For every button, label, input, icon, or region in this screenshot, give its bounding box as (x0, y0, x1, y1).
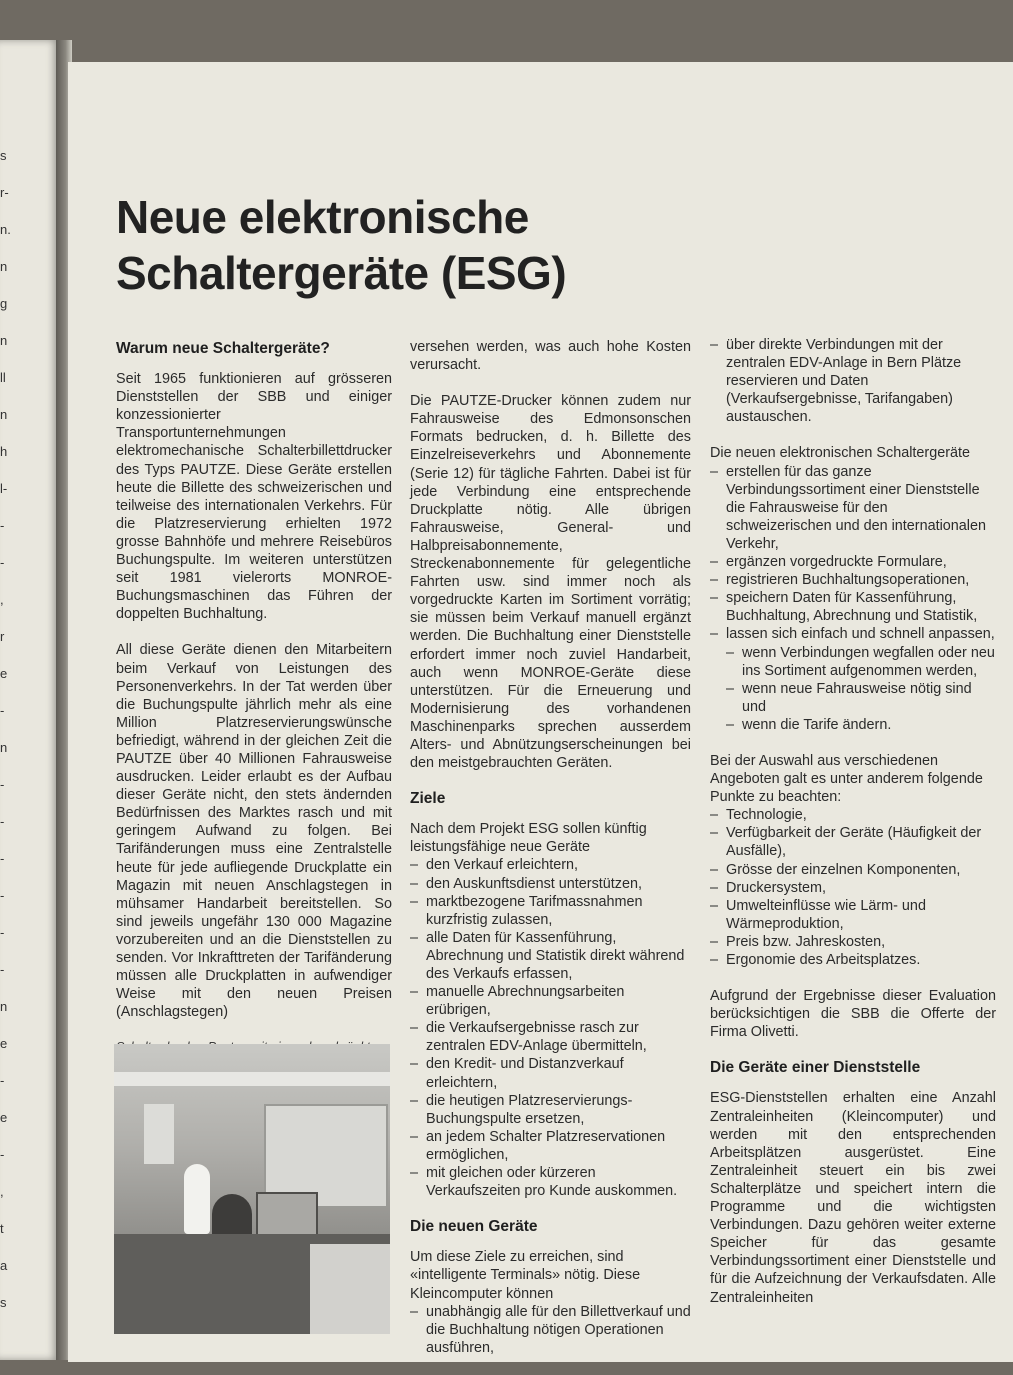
left-page-text-fragment: - (0, 1147, 5, 1162)
column-1 (116, 340, 392, 1071)
column-3 (710, 336, 996, 1325)
left-page-text-fragment: , (0, 592, 4, 607)
geraete-intro: Um diese Ziele zu erreichen, sind «intelligente Terminals» nötig. Diese Kleincomputer können (410, 1249, 641, 1302)
left-page-text-fragment: r- (0, 185, 9, 200)
left-page-text-fragment: ll (0, 370, 6, 385)
list-item: – Druckersystem, (710, 879, 996, 897)
left-page-text-fragment: n (0, 407, 8, 422)
list-item: – marktbezogene Tarifmassnahmen kurzfristig zulassen, (410, 893, 691, 929)
geraete-list (410, 1303, 691, 1357)
list-item: – registrieren Buchhaltungsoperationen, (710, 571, 996, 589)
list-item: – wenn Verbindungen wegfallen oder neu ins Sortiment aufgenommen werden, (726, 644, 996, 680)
list-item: – Grösse der einzelnen Komponenten, (710, 861, 996, 879)
left-page-text-fragment: s (0, 1295, 7, 1310)
column-2 (410, 338, 691, 1375)
left-page-text-fragment: n. (0, 222, 11, 237)
list-item: – die heutigen Platzreservierungs-Buchungspulte ersetzen, (410, 1092, 691, 1128)
left-page-text-fragment: - (0, 518, 5, 533)
heading-neue-geraete: Die neuen Geräte (410, 1218, 538, 1236)
paragraph-intro: Seit 1965 funktionieren auf grösseren Dienststellen der SBB und einiger konzessionierter Transportunternehmungen elektromechanische Schalterbillettdrucker des Typs PAUTZE. Diese Geräte erstellen heute die Billette des schweizerischen und teilweise des internationalen Verkehrs. Für die Platzreservierung erhielten 1972 grosse Bahnhöfe und mehrere Reisebüros Buchungspulte. Im weiteren unterstützen seit 1981 vielerorts MONROE-Buchungsmaschinen das Führen der doppelten Buchhaltung. (116, 371, 392, 623)
list-item: – erstellen für das ganze Verbindungssortiment einer Dienststelle die Fahrausweise für den schweizerischen und den internationalen Verkehr, (710, 463, 996, 553)
left-page-text-fragment: s (0, 148, 7, 163)
title-line-2: Schaltergeräte (ESG) (116, 246, 567, 299)
esg-list (710, 463, 996, 734)
left-page-text-fragment: - (0, 925, 5, 940)
heading-dienststelle: Die Geräte einer Dienststelle (710, 1059, 921, 1077)
esg-sub-wrapper (710, 644, 996, 734)
list-item: – ergänzen vorgedruckte Formulare, (710, 553, 996, 571)
left-page-text-fragment: a (0, 1258, 8, 1273)
list-item: – Ergonomie des Arbeitsplatzes. (710, 951, 996, 969)
left-page-text-fragment: e (0, 1110, 8, 1125)
left-page-text-fragment: h (0, 444, 8, 459)
paragraph-olivetti: Aufgrund der Ergebnisse dieser Evaluation berücksichtigen die SBB die Offerte der Firma Olivetti. (710, 988, 996, 1041)
heading-ziele: Ziele (410, 790, 446, 808)
list-item: – wenn die Tarife ändern. (726, 716, 996, 734)
paragraph-dienststelle: ESG-Dienststellen erhalten eine Anzahl Zentraleinheiten (Kleincomputer) und werden mit den entsprechenden Arbeitsplätzen ausgerüstet. Eine Zentraleinheit steuert ein bis zwei Schalterplätze und speichert intern die Programme und die wichtigsten Verbindungen. Dazu gehören weiter externe Speicher für das gesamte Verbindungssortiment einer Dienststelle und für die Aufzeichnung der Verkaufsdaten. Alle Zentraleinheiten (710, 1090, 996, 1306)
left-page-text-fragment: e (0, 666, 8, 681)
list-item: – Preis bzw. Jahreskosten, (710, 933, 996, 951)
ziele-list (410, 856, 691, 1200)
ziele-intro: Nach dem Projekt ESG sollen künftig leistungsfähige neue Geräte (410, 821, 647, 856)
left-page-text-fragment: n (0, 259, 8, 274)
esg-sub-list (726, 644, 996, 734)
list-item: – den Kredit- und Distanzverkauf erleichtern, (410, 1055, 691, 1091)
left-page-text-fragment: - (0, 703, 5, 718)
left-page-text-fragment: - (0, 1073, 5, 1088)
left-page-text-fragment: - (0, 888, 5, 903)
list-item: – Verfügbarkeit der Geräte (Häufigkeit der Ausfälle), (710, 824, 996, 860)
list-item: – wenn neue Fahrausweise nötig sind und (726, 680, 996, 716)
list-item: – Technologie, (710, 806, 996, 824)
left-page-text-fragment: n (0, 999, 8, 1014)
list-item: – lassen sich einfach und schnell anpassen, (710, 625, 996, 643)
left-page-text-fragment: e (0, 1036, 8, 1051)
paragraph-kosten: versehen werden, was auch hohe Kosten verursacht. (410, 339, 691, 374)
list-item: – manuelle Abrechnungsarbeiten erübrigen, (410, 983, 691, 1019)
photo-ticket-counter (114, 1044, 390, 1334)
list-item: – speichern Daten für Kassenführung, Buchhaltung, Abrechnung und Statistik, (710, 589, 996, 625)
left-page-text-fragment: - (0, 814, 5, 829)
left-page-text-fragment: - (0, 962, 5, 977)
list-item: – alle Daten für Kassenführung, Abrechnung und Statistik direkt während des Verkaufs erfassen, (410, 929, 691, 983)
title-line-1: Neue elektronische (116, 190, 529, 243)
auswahl-intro: Bei der Auswahl aus verschiedenen Angeboten galt es unter anderem folgende Punkte zu beachten: (710, 752, 983, 806)
esg-intro: Die neuen elektronischen Schaltergeräte (710, 445, 970, 462)
left-page-text-fragment: , (0, 1184, 4, 1199)
left-page-text-fragment: n (0, 740, 8, 755)
left-page-text-fragment: t (0, 1221, 4, 1236)
list-item: – den Verkauf erleichtern, (410, 856, 691, 874)
list-item: – an jedem Schalter Platzreservationen ermöglichen, (410, 1128, 691, 1164)
list-item: – die Verkaufsergebnisse rasch zur zentralen EDV-Anlage übermitteln, (410, 1019, 691, 1055)
list-item: – Umwelteinflüsse wie Lärm- und Wärmeproduktion, (710, 897, 996, 933)
left-page-edge (0, 40, 60, 1360)
heading-warum: Warum neue Schaltergeräte? (116, 340, 330, 357)
paragraph-geraete: All diese Geräte dienen den Mitarbeitern beim Verkauf von Leistungen des Personenverkehrs. In der Tat werden über die Buchungspulte jährlich mehr als eine Million Platzreservierungswünsche befriedigt, während in der gleichen Zeit die PAUTZE über 40 Millionen Fahrausweise ausdrucken. Leider erlaubt es der Aufbau dieser Geräte nicht, den stets ändernden Bedürfnissen des Marktes rasch und mit geringem Aufwand zu folgen. Bei Tarifänderungen muss eine Zentralstelle heute für jede aufliegende Druckplatte ein Magazin mit neuen Anschlagstegen in mühsamer Handarbeit bereitstellen. So sind jeweils ungefähr 130 000 Magazine vorzubereiten und an die Dienststellen zu senden. Vor Inkrafttreten der Tarifänderung müssen alle Druckplatten in aufwendiger Weise mit den neuen Preisen (Anschlagstegen) (116, 642, 392, 1021)
left-page-text-fragment: - (0, 851, 5, 866)
list-item: – den Auskunftsdienst unterstützen, (410, 875, 691, 893)
left-page-text-fragment: l- (0, 481, 8, 496)
list-item: – mit gleichen oder kürzeren Verkaufszeiten pro Kunde auskommen. (410, 1164, 691, 1200)
page-title (116, 189, 716, 301)
left-page-text-fragment: n (0, 333, 8, 348)
auswahl-list (710, 806, 996, 969)
left-page-text-fragment: - (0, 555, 5, 570)
list-item: – über direkte Verbindungen mit der zentralen EDV-Anlage in Bern Plätze reservieren und Daten (Verkaufsergebnisse, Tarifangaben) austauschen. (710, 336, 996, 426)
left-page-text-fragment: r (0, 629, 5, 644)
list-item: – unabhängig alle für den Billettverkauf und die Buchhaltung nötigen Operationen ausführen, (410, 1303, 691, 1357)
top-list (710, 336, 996, 426)
left-page-text-fragment: - (0, 777, 5, 792)
paragraph-pautze: Die PAUTZE-Drucker können zudem nur Fahrausweise des Edmonsonschen Formats bedrucken, d. h. Billette des Einzelreiseverkehrs und Abonnemente (Serie 12) für tägliche Fahrten. Dabei ist für jede Verbindung eine entsprechende Druckplatte nötig. Alle übrigen Fahrausweise, General- und Halbpreisabonnemente, Streckenabonnemente für gelegentliche Fahrten usw. sind immer noch als vorgedruckte Karten im Sortiment vorrätig; sie müssen beim Verkauf manuell ergänzt werden. Die Buchhaltung einer Dienststelle erfordert immer noch zuviel Handarbeit, auch wenn MONROE-Geräte diese unterstützen. Für die Erneuerung und Modernisierung des vorhandenen Maschinenparks sprechen ausserdem Alters- und Abnützungserscheinungen bei den meistgebrauchten Geräten. (410, 393, 691, 772)
left-page-text-fragment: g (0, 296, 8, 311)
